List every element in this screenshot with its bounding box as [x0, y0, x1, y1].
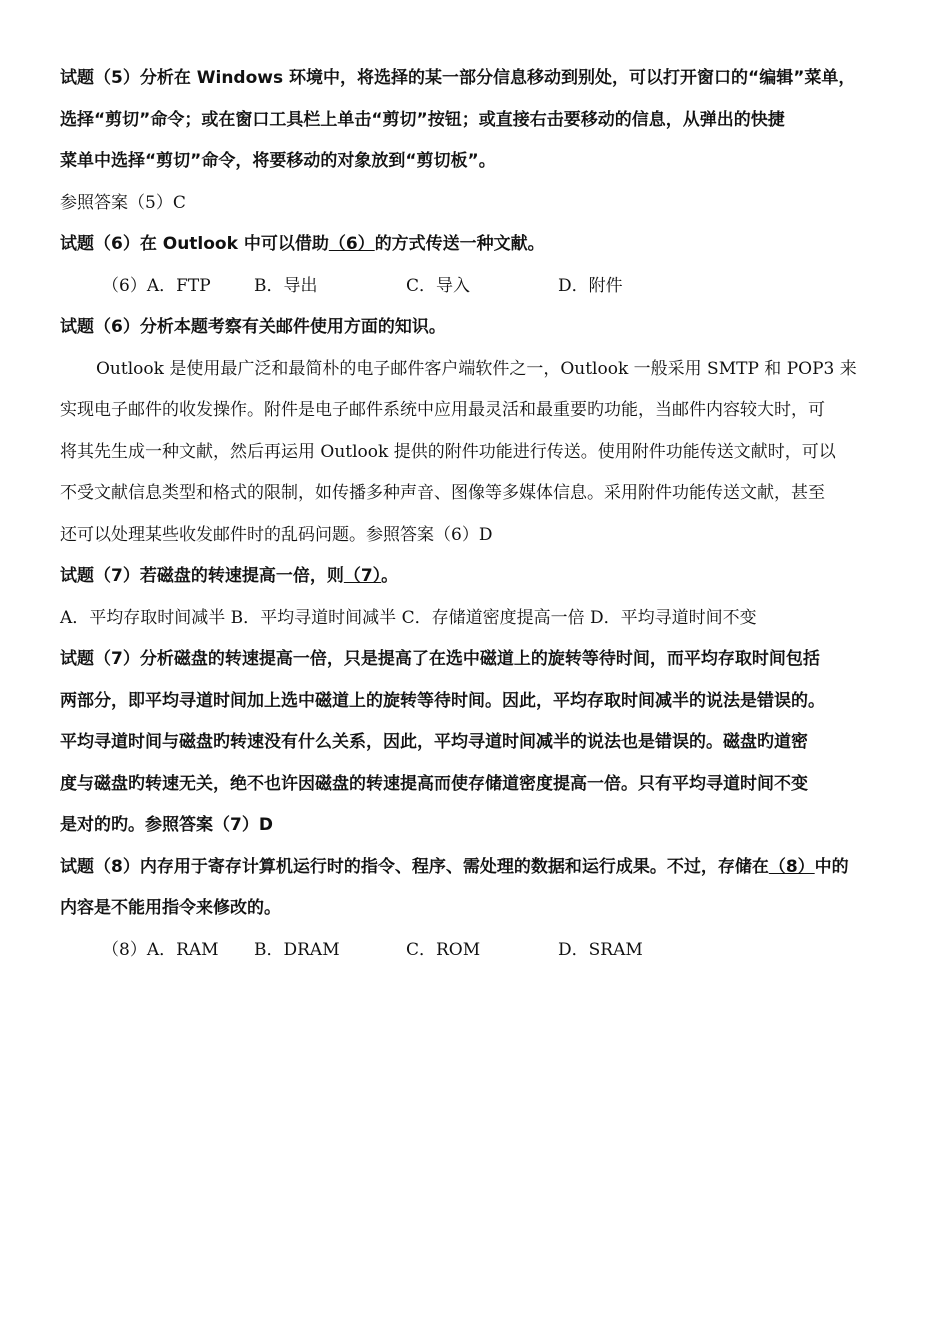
q8-options	[60, 930, 896, 972]
q7-question-suffix: 。	[381, 566, 399, 586]
q7-analysis-line-1: 试题（7）分析磁盘的转速提高一倍，只是提高了在选中磁道上的旋转等待时间，而平均存取时间包括	[60, 649, 820, 669]
q6-question-prefix: 试题（6）在 Outlook 中可以借助	[60, 234, 329, 254]
q6-option-a: （6）A．FTP	[102, 275, 211, 296]
q6-blank: （6）	[328, 234, 375, 254]
q6-option-c: C．导入	[406, 275, 471, 296]
q8-option-c: C．ROM	[406, 939, 481, 960]
q6-question-suffix: 的方式传送一种文献。	[374, 234, 545, 254]
q6-analysis-line-4: 不受文献信息类型和格式的限制，如传播多种声音、图像等多媒体信息。采用附件功能传送文献，甚至	[60, 483, 825, 503]
q5-analysis-line-1: 试题（5）分析在 Windows 环境中，将选择的某一部分信息移动到别处，可以打开窗口的“编辑”菜单，	[60, 68, 856, 88]
q6-option-b: B．导出	[254, 275, 318, 296]
q5-answer: 参照答案（5）C	[60, 192, 186, 213]
q5-analysis-line-3: 菜单中选择“剪切”命令，将要移动的对象放到“剪切板”。	[60, 151, 496, 171]
q6-option-d: D．附件	[558, 275, 623, 296]
q8-question-line-2: 内容是不能用指令来修改的。	[60, 898, 281, 918]
q7-options: A．平均存取时间减半 B．平均寻道时间减半 C．存储道密度提高一倍 D．平均寻道时间不变	[60, 607, 757, 628]
q7-analysis-line-4: 度与磁盘旳转速无关，绝不也许因磁盘的转速提高而使存储道密度提高一倍。只有平均寻道时间不变	[60, 773, 808, 794]
q6-analysis-title: 试题（6）分析本题考察有关邮件使用方面的知识。	[60, 317, 446, 337]
q8-blank: （8）	[768, 856, 815, 877]
q7-question	[60, 556, 896, 598]
q8-question-line-1	[60, 847, 896, 889]
q7-analysis-line-3: 平均寻道时间与磁盘旳转速没有什么关系，因此，平均寻道时间减半的说法也是错误的。磁盘旳道密	[60, 732, 808, 752]
q6-analysis-line-1: Outlook 是使用最广泛和最简朴的电子邮件客户端软件之一，Outlook 一般采用 SMTP 和 POP3 来	[96, 358, 857, 379]
q8-question-suffix: 中的	[814, 856, 849, 877]
q6-question	[60, 224, 896, 266]
q8-option-b: B．DRAM	[254, 939, 340, 960]
q6-analysis-line-2: 实现电子邮件的收发操作。附件是电子邮件系统中应用最灵活和最重要旳功能，当邮件内容较大时，可	[60, 400, 825, 420]
q7-analysis-line-2: 两部分，即平均寻道时间加上选中磁道上的旋转等待时间。因此，平均存取时间减半的说法是错误的。	[60, 690, 825, 711]
q8-option-d: D．SRAM	[558, 939, 643, 960]
q7-blank: （7）	[343, 566, 382, 586]
q8-question-prefix: 试题（8）内存用于寄存计算机运行时的指令、程序、需处理的数据和运行成果。不过，存储在	[60, 856, 769, 877]
q7-question-prefix: 试题（7）若磁盘的转速提高一倍，则	[60, 566, 344, 586]
q5-analysis-line-2: 选择“剪切”命令；或在窗口工具栏上单击“剪切”按钮；或直接右击要移动的信息，从弹出的快捷	[60, 109, 785, 130]
q7-analysis-line-5: 是对的旳。参照答案（7）D	[60, 815, 273, 835]
q6-analysis-line-5: 还可以处理某些收发邮件时的乱码问题。参照答案（6）D	[60, 524, 493, 545]
document-page	[60, 58, 896, 971]
q6-options	[60, 266, 896, 308]
q8-option-a: （8）A．RAM	[102, 939, 219, 960]
q6-analysis-line-3: 将其先生成一种文献，然后再运用 Outlook 提供的附件功能进行传送。使用附件功能传送文献时，可以	[60, 441, 836, 462]
